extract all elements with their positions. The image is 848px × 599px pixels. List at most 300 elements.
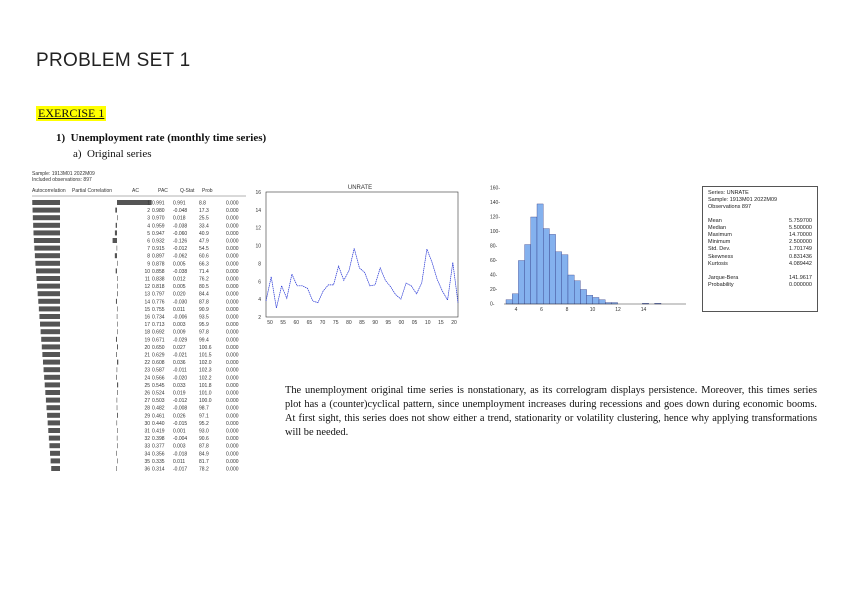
lag-number: 19 xyxy=(144,337,150,344)
lag-number: 13 xyxy=(144,291,150,298)
ac-bar xyxy=(44,375,60,380)
q-stat-value: 101.5 xyxy=(199,352,212,359)
hist-x-tick: 10 xyxy=(589,307,596,313)
ac-bar xyxy=(48,428,60,433)
ac-value: 0.734 xyxy=(152,314,165,321)
lag-number: 6 xyxy=(147,238,150,245)
pac-value: -0.004 xyxy=(173,436,188,443)
ac-value: 0.915 xyxy=(152,246,165,253)
pac-value: 0.009 xyxy=(173,329,186,336)
pac-bar xyxy=(116,375,117,380)
jb-value: 141.9617 xyxy=(789,275,812,282)
ac-value: 0.398 xyxy=(152,436,165,443)
ac-value: 0.858 xyxy=(152,268,165,275)
x-tick-label: 80 xyxy=(346,320,352,326)
ac-bar xyxy=(48,420,60,425)
q-stat-value: 100.6 xyxy=(199,344,212,351)
q-stat-value: 47.9 xyxy=(199,238,209,245)
stat-row xyxy=(703,261,817,268)
jb-label: Jarque-Bera xyxy=(708,275,739,282)
hist-y-tick: 140- xyxy=(490,200,501,206)
x-tick-label: 00 xyxy=(398,320,405,326)
q-stat-value: 80.5 xyxy=(199,284,209,291)
ac-bar xyxy=(40,322,60,327)
lag-number: 34 xyxy=(144,451,150,458)
y-tick-label: 6 xyxy=(258,279,261,286)
pac-value: -0.015 xyxy=(173,420,188,427)
q-stat-value: 87.8 xyxy=(199,443,209,450)
ac-bar xyxy=(36,268,60,273)
histogram-bar xyxy=(599,300,605,304)
pac-bar xyxy=(116,223,117,228)
chart-title: UNRATE xyxy=(347,185,373,191)
analysis-paragraph: The unemployment original time series is nonstationary, as its correlogram displays persistence. Moreover, this times series plot has a (counter)cyclical pattern, since unemployment increases during recessions and goes down during economic booms. At first sight, this series does not show either a trend, stationarity or volatility clustering, hence why applying transformations will be needed. xyxy=(285,385,817,438)
lag-number: 23 xyxy=(144,367,150,374)
stat-value: 2.500000 xyxy=(789,239,812,246)
ac-value: 0.970 xyxy=(152,215,165,222)
probability-value: 0.000000 xyxy=(789,282,812,289)
pac-value: -0.012 xyxy=(173,398,188,405)
q-stat-value: 33.4 xyxy=(199,223,209,230)
ac-value: 0.461 xyxy=(152,413,165,420)
ac-value: 0.650 xyxy=(152,344,165,351)
lag-number: 30 xyxy=(144,420,150,427)
lag-number: 18 xyxy=(144,329,150,336)
pac-bar xyxy=(116,337,117,342)
ac-value: 0.755 xyxy=(152,306,165,313)
ac-bar xyxy=(39,306,60,311)
histogram-bar xyxy=(562,255,568,304)
lag-number: 36 xyxy=(144,466,150,473)
prob-value: 0.000 xyxy=(226,291,239,298)
stat-row xyxy=(703,246,817,253)
pac-bar xyxy=(117,314,118,319)
pac-value: -0.062 xyxy=(173,253,188,260)
pac-bar xyxy=(117,382,118,387)
y-tick-label: 16 xyxy=(255,190,261,196)
lag-number: 28 xyxy=(144,405,150,412)
stat-value: 5.500000 xyxy=(789,224,812,231)
prob-value: 0.000 xyxy=(226,405,239,412)
pac-value: 0.991 xyxy=(173,200,186,207)
q-stat-value: 97.8 xyxy=(199,329,209,336)
pac-bar xyxy=(117,413,118,418)
histogram-bar xyxy=(549,234,555,304)
q-stat-value: 93.0 xyxy=(199,428,209,435)
stat-label: Maximum xyxy=(708,232,732,239)
pac-value: 0.036 xyxy=(173,360,186,367)
pac-value: 0.019 xyxy=(173,390,186,397)
pac-bar xyxy=(117,306,118,311)
pac-bar xyxy=(117,322,118,327)
lag-number: 25 xyxy=(144,382,150,389)
ac-bar xyxy=(41,329,60,334)
stat-row xyxy=(703,232,817,239)
ac-value: 0.818 xyxy=(152,284,165,291)
q-stat-value: 81.7 xyxy=(199,458,209,465)
lag-number: 2 xyxy=(147,208,150,215)
pac-value: -0.126 xyxy=(173,238,188,245)
pac-bar xyxy=(113,238,117,243)
stat-value: 1.701749 xyxy=(789,246,812,253)
pac-value: 0.003 xyxy=(173,322,186,329)
q-stat-value: 90.9 xyxy=(199,306,209,313)
lag-number: 20 xyxy=(144,344,150,351)
correlogram-col-header: Prob xyxy=(202,188,213,194)
stat-label: Std. Dev. xyxy=(708,246,731,253)
pac-bar xyxy=(117,261,118,266)
pac-bar xyxy=(117,246,118,251)
ac-value: 0.503 xyxy=(152,398,165,405)
ac-value: 0.377 xyxy=(152,443,165,450)
ac-value: 0.991 xyxy=(152,200,165,207)
lag-number: 24 xyxy=(144,375,150,382)
ac-value: 0.440 xyxy=(152,420,165,427)
x-tick-label: 75 xyxy=(332,320,339,326)
lag-number: 31 xyxy=(144,428,150,435)
pac-bar xyxy=(117,284,118,289)
hist-x-tick: 4 xyxy=(514,307,518,313)
ac-value: 0.878 xyxy=(152,261,165,268)
pac-value: -0.018 xyxy=(173,451,188,458)
prob-value: 0.000 xyxy=(226,413,239,420)
ac-value: 0.797 xyxy=(152,291,165,298)
ac-value: 0.959 xyxy=(152,223,165,230)
q-stat-value: 25.5 xyxy=(199,215,209,222)
pac-value: 0.020 xyxy=(173,291,186,298)
q-stat-value: 84.4 xyxy=(199,291,209,298)
lag-number: 21 xyxy=(144,352,150,359)
ac-value: 0.314 xyxy=(152,466,165,473)
ac-value: 0.838 xyxy=(152,276,165,283)
lag-number: 26 xyxy=(144,390,150,397)
histogram-bar xyxy=(512,294,518,304)
lag-number: 27 xyxy=(144,398,150,405)
pac-bar xyxy=(117,458,118,463)
prob-value: 0.000 xyxy=(226,375,239,382)
ac-bar xyxy=(33,208,60,213)
pac-bar xyxy=(117,367,118,372)
q-stat-value: 95.9 xyxy=(199,322,209,329)
lag-number: 12 xyxy=(144,284,150,291)
ac-bar xyxy=(50,451,60,456)
pac-bar xyxy=(117,443,118,448)
stat-row xyxy=(703,225,817,232)
q-stat-value: 54.5 xyxy=(199,246,209,253)
lag-number: 17 xyxy=(144,322,150,329)
x-tick-label: 05 xyxy=(411,320,418,326)
histogram-bar xyxy=(580,290,586,305)
histogram-bar xyxy=(537,204,543,304)
prob-value: 0.000 xyxy=(226,443,239,450)
ac-bar xyxy=(37,276,60,281)
pac-bar xyxy=(117,360,118,365)
ac-value: 0.713 xyxy=(152,322,165,329)
prob-value: 0.000 xyxy=(226,299,239,306)
ac-value: 0.482 xyxy=(152,405,165,412)
pac-value: 0.026 xyxy=(173,413,186,420)
lag-number: 11 xyxy=(144,276,150,283)
y-tick-label: 8 xyxy=(258,261,261,268)
stat-row xyxy=(703,218,817,225)
lag-number: 10 xyxy=(144,268,150,275)
pac-bar xyxy=(117,329,118,334)
pac-bar xyxy=(117,398,118,403)
ac-value: 0.524 xyxy=(152,390,165,397)
pac-bar xyxy=(116,299,117,304)
prob-value: 0.000 xyxy=(226,253,239,260)
histogram-bar xyxy=(518,261,524,305)
prob-value: 0.000 xyxy=(226,436,239,443)
pac-bar xyxy=(116,352,117,357)
ac-bar xyxy=(51,466,60,471)
lag-number: 1 xyxy=(147,200,150,207)
histogram-bar xyxy=(506,300,512,304)
pac-value: -0.030 xyxy=(173,299,188,306)
lag-number: 8 xyxy=(147,253,150,260)
pac-bar xyxy=(117,436,118,441)
prob-value: 0.000 xyxy=(226,246,239,253)
histogram-bar xyxy=(543,229,549,304)
lag-number: 32 xyxy=(144,436,150,443)
hist-y-tick: 80- xyxy=(490,243,498,250)
prob-value: 0.000 xyxy=(226,344,239,351)
ac-value: 0.692 xyxy=(152,329,165,336)
q-stat-value: 95.2 xyxy=(199,420,209,427)
prob-value: 0.000 xyxy=(226,382,239,389)
pac-value: -0.012 xyxy=(173,246,188,253)
pac-bar xyxy=(116,451,117,456)
correlogram-sample: Sample: 1913M01 2022M09 xyxy=(32,171,95,177)
ac-bar xyxy=(34,246,60,251)
ac-value: 0.566 xyxy=(152,375,165,382)
ac-bar xyxy=(43,360,60,365)
pac-bar xyxy=(116,420,117,425)
descriptive-stats-box xyxy=(702,186,818,312)
q-stat-value: 40.9 xyxy=(199,230,209,237)
y-tick-label: 14 xyxy=(255,207,261,214)
pac-bar xyxy=(115,208,117,213)
y-tick-label: 2 xyxy=(258,315,261,321)
lag-number: 15 xyxy=(144,306,150,313)
pac-bar xyxy=(117,344,118,349)
unrate-histogram xyxy=(490,182,686,314)
lag-number: 16 xyxy=(144,314,150,321)
prob-value: 0.000 xyxy=(226,261,239,268)
ac-bar xyxy=(38,291,60,296)
stat-label: Skewness xyxy=(708,253,734,260)
pac-value: -0.020 xyxy=(173,375,188,382)
stat-value: 4.089442 xyxy=(789,260,812,267)
prob-value: 0.000 xyxy=(226,276,239,283)
ac-value: 0.608 xyxy=(152,360,165,367)
lag-number: 7 xyxy=(147,246,150,253)
lag-number: 22 xyxy=(144,360,150,367)
hist-x-tick: 8 xyxy=(565,307,569,313)
pac-bar xyxy=(115,253,117,258)
stat-label: Mean xyxy=(708,217,722,224)
stat-value: 0.831436 xyxy=(789,253,812,260)
pac-value: -0.017 xyxy=(173,466,188,473)
stat-value: 5.759700 xyxy=(789,217,812,224)
q-stat-value: 102.3 xyxy=(199,367,212,374)
correlogram-table xyxy=(32,170,246,480)
q-stat-value: 17.3 xyxy=(199,208,209,215)
y-tick-label: 10 xyxy=(255,243,261,250)
pac-bar xyxy=(116,466,117,471)
ac-bar xyxy=(37,284,60,289)
q-stat-value: 102.2 xyxy=(199,375,212,382)
lag-number: 3 xyxy=(147,215,150,222)
q-stat-value: 90.6 xyxy=(199,436,209,443)
q-stat-value: 84.9 xyxy=(199,451,209,458)
lag-number: 29 xyxy=(144,413,150,420)
stats-series: Series: UNRATE xyxy=(708,190,749,196)
ac-value: 0.671 xyxy=(152,337,165,344)
correlogram-col-header: Autocorrelation xyxy=(32,188,66,194)
question-heading: 1) Unemployment rate (monthly time series) xyxy=(56,132,267,144)
ac-bar xyxy=(51,458,60,463)
pac-value: 0.011 xyxy=(173,306,186,313)
pac-value: 0.003 xyxy=(173,443,186,450)
correlogram-observations: Included observations: 897 xyxy=(32,177,92,183)
histogram-bar xyxy=(556,252,562,304)
x-tick-label: 85 xyxy=(359,320,365,326)
prob-value: 0.000 xyxy=(226,337,239,344)
prob-value: 0.000 xyxy=(226,306,239,313)
correlogram-col-header: PAC xyxy=(158,188,168,194)
prob-value: 0.000 xyxy=(226,215,239,222)
pac-value: 0.033 xyxy=(173,382,186,389)
histogram-bar xyxy=(574,281,580,304)
pac-value: 0.012 xyxy=(173,276,186,283)
q-stat-value: 98.7 xyxy=(199,405,209,412)
histogram-bar xyxy=(587,295,593,304)
pac-value: -0.038 xyxy=(173,223,188,230)
lag-number: 35 xyxy=(144,458,150,465)
pac-value: -0.048 xyxy=(173,208,188,215)
pac-value: 0.005 xyxy=(173,261,186,268)
prob-value: 0.000 xyxy=(226,329,239,336)
ac-value: 0.587 xyxy=(152,367,165,374)
ac-bar xyxy=(32,200,60,205)
prob-value: 0.000 xyxy=(226,230,239,237)
stat-row xyxy=(703,239,817,246)
hist-y-tick: 160- xyxy=(490,185,501,192)
x-tick-label: 20 xyxy=(451,320,457,326)
ac-value: 0.980 xyxy=(152,208,165,215)
stat-row xyxy=(703,254,817,261)
probability-label: Probability xyxy=(708,282,734,289)
ac-bar xyxy=(46,398,60,403)
pac-bar xyxy=(117,390,118,395)
lag-number: 5 xyxy=(147,230,150,237)
ac-bar xyxy=(49,436,60,441)
lag-number: 14 xyxy=(144,299,150,306)
prob-value: 0.000 xyxy=(226,352,239,359)
stat-label: Kurtosis xyxy=(708,260,728,267)
x-tick-label: 60 xyxy=(293,320,300,326)
q-stat-value: 87.8 xyxy=(199,299,209,306)
q-stat-value: 101.8 xyxy=(199,382,212,389)
subquestion-heading: a) Original series xyxy=(73,148,152,160)
ac-value: 0.419 xyxy=(152,428,165,435)
hist-y-tick: 0- xyxy=(490,301,495,308)
q-stat-value: 8.8 xyxy=(199,200,206,207)
pac-value: -0.008 xyxy=(173,405,188,412)
x-tick-label: 70 xyxy=(319,320,326,326)
x-tick-label: 90 xyxy=(372,320,378,326)
ac-bar xyxy=(41,337,60,342)
pac-bar xyxy=(117,428,118,433)
ac-bar xyxy=(35,253,60,258)
x-tick-label: 95 xyxy=(385,320,392,326)
prob-value: 0.000 xyxy=(226,390,239,397)
pac-value: 0.011 xyxy=(173,458,186,465)
prob-value: 0.000 xyxy=(226,268,239,275)
unrate-series-line xyxy=(266,248,458,308)
x-tick-label: 15 xyxy=(438,320,444,326)
x-tick-label: 50 xyxy=(267,320,273,326)
q-stat-value: 78.2 xyxy=(199,466,209,473)
x-tick-label: 10 xyxy=(424,320,431,326)
q-stat-value: 93.5 xyxy=(199,314,209,321)
prob-value: 0.000 xyxy=(226,428,239,435)
prob-value: 0.000 xyxy=(226,200,239,207)
ac-bar xyxy=(35,261,60,266)
stat-label: Median xyxy=(708,224,727,231)
prob-value: 0.000 xyxy=(226,420,239,427)
pac-value: -0.006 xyxy=(173,314,188,321)
prob-value: 0.000 xyxy=(226,314,239,321)
prob-value: 0.000 xyxy=(226,367,239,374)
y-tick-label: 12 xyxy=(255,225,261,232)
q-stat-value: 100.0 xyxy=(199,398,212,405)
hist-y-tick: 40- xyxy=(490,272,498,279)
correlogram-col-header: AC xyxy=(132,188,139,194)
prob-value: 0.000 xyxy=(226,284,239,291)
ac-value: 0.947 xyxy=(152,230,165,237)
q-stat-value: 99.4 xyxy=(199,337,209,344)
prob-value: 0.000 xyxy=(226,466,239,473)
q-stat-value: 101.0 xyxy=(199,390,212,397)
exercise-label: EXERCISE 1 xyxy=(38,106,105,120)
ac-value: 0.629 xyxy=(152,352,165,359)
pac-value: 0.018 xyxy=(173,215,186,222)
lag-number: 9 xyxy=(147,261,150,268)
ac-value: 0.356 xyxy=(152,451,165,458)
unrate-line-chart xyxy=(248,182,462,330)
q-stat-value: 66.3 xyxy=(199,261,209,268)
pac-value: -0.021 xyxy=(173,352,188,359)
pac-value: 0.005 xyxy=(173,284,186,291)
q-stat-value: 97.1 xyxy=(199,413,209,420)
histogram-bar xyxy=(531,217,537,304)
ac-bar xyxy=(34,238,60,243)
ac-bar xyxy=(42,352,60,357)
lag-number: 4 xyxy=(147,223,150,230)
pac-value: -0.029 xyxy=(173,337,188,344)
ac-value: 0.897 xyxy=(152,253,165,260)
pac-bar xyxy=(117,405,118,410)
correlogram-col-header: Q-Stat xyxy=(180,188,195,194)
hist-y-tick: 60- xyxy=(490,258,498,264)
pac-bar xyxy=(117,291,118,296)
ac-value: 0.335 xyxy=(152,458,165,465)
histogram-bar xyxy=(568,275,574,304)
histogram-bar xyxy=(593,297,599,304)
pac-bar xyxy=(115,230,117,235)
